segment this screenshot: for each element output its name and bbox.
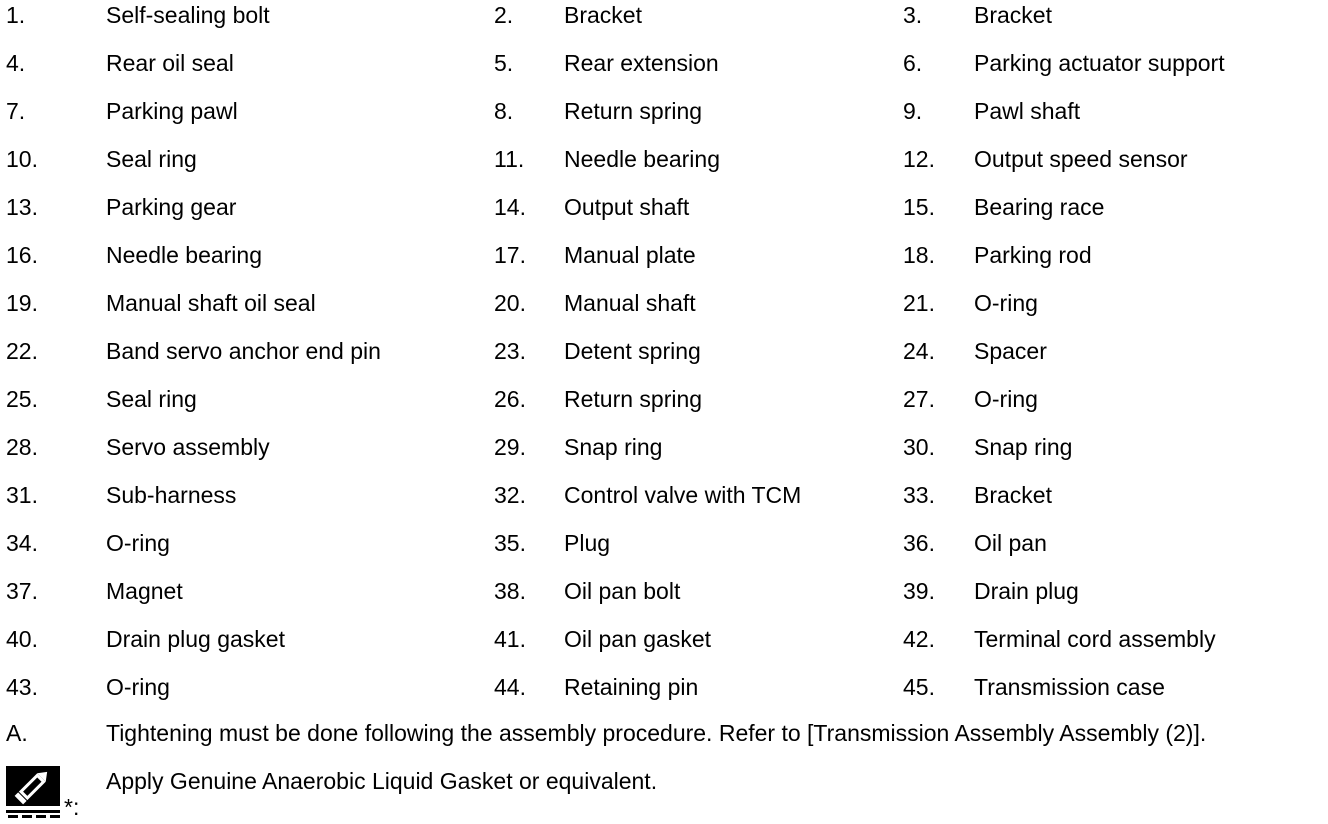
part-number: 18. xyxy=(903,242,935,268)
part-name: Detent spring xyxy=(564,338,701,364)
part-number: 12. xyxy=(903,146,935,172)
part-name: Return spring xyxy=(564,386,703,412)
part-number: 14. xyxy=(494,194,526,220)
part-number: 6. xyxy=(903,50,923,76)
part-number: 29. xyxy=(494,434,526,460)
note-key: A. xyxy=(6,720,28,746)
legend-row xyxy=(0,432,1328,480)
part-name: Pawl shaft xyxy=(974,98,1081,124)
part-name: Parking gear xyxy=(106,194,237,220)
part-number: 24. xyxy=(903,338,935,364)
part-name: Oil pan xyxy=(974,530,1047,556)
part-name: O-ring xyxy=(106,674,170,700)
part-name: Seal ring xyxy=(106,146,197,172)
part-number: 39. xyxy=(903,578,935,604)
part-name: O-ring xyxy=(106,530,170,556)
note-a xyxy=(0,718,1328,748)
part-number: 25. xyxy=(6,386,38,412)
part-name: Control valve with TCM xyxy=(564,482,802,508)
part-name: Bracket xyxy=(564,2,642,28)
legend-row xyxy=(0,624,1328,672)
legend-row xyxy=(0,192,1328,240)
part-number: 30. xyxy=(903,434,935,460)
part-name: Parking pawl xyxy=(106,98,238,124)
part-name: Bracket xyxy=(974,2,1052,28)
part-number: 32. xyxy=(494,482,526,508)
part-number: 1. xyxy=(6,2,26,28)
part-number: 44. xyxy=(494,674,526,700)
legend-row xyxy=(0,576,1328,624)
part-number: 40. xyxy=(6,626,38,652)
part-number: 38. xyxy=(494,578,526,604)
part-number: 9. xyxy=(903,98,923,124)
part-number: 17. xyxy=(494,242,526,268)
part-number: 3. xyxy=(903,2,923,28)
legend-row xyxy=(0,480,1328,528)
part-name: Manual shaft oil seal xyxy=(106,290,316,316)
part-name: Bracket xyxy=(974,482,1052,508)
part-name: Self-sealing bolt xyxy=(106,2,270,28)
part-name: Drain plug xyxy=(974,578,1079,604)
part-number: 4. xyxy=(6,50,26,76)
part-name: Rear extension xyxy=(564,50,719,76)
legend-row xyxy=(0,144,1328,192)
part-number: 45. xyxy=(903,674,935,700)
part-name: Oil pan gasket xyxy=(564,626,712,652)
part-name: Needle bearing xyxy=(564,146,721,172)
part-number: 16. xyxy=(6,242,38,268)
part-name: Output speed sensor xyxy=(974,146,1188,172)
part-name: Magnet xyxy=(106,578,183,604)
legend-row xyxy=(0,240,1328,288)
part-name: Retaining pin xyxy=(564,674,699,700)
part-name: Bearing race xyxy=(974,194,1105,220)
part-name: Sub-harness xyxy=(106,482,237,508)
part-number: 20. xyxy=(494,290,526,316)
part-name: Needle bearing xyxy=(106,242,263,268)
part-number: 23. xyxy=(494,338,526,364)
part-number: 15. xyxy=(903,194,935,220)
part-number: 26. xyxy=(494,386,526,412)
note-text: Tightening must be done following the assembly procedure. Refer to [Transmission Assembly Assembly (2)]. xyxy=(106,720,1207,746)
part-number: 2. xyxy=(494,2,514,28)
part-name: Parking actuator support xyxy=(974,50,1225,76)
part-name: Snap ring xyxy=(564,434,663,460)
part-number: 10. xyxy=(6,146,38,172)
part-number: 37. xyxy=(6,578,38,604)
part-name: Spacer xyxy=(974,338,1047,364)
part-name: Band servo anchor end pin xyxy=(106,338,381,364)
part-name: O-ring xyxy=(974,386,1038,412)
part-name: Servo assembly xyxy=(106,434,270,460)
part-name: Return spring xyxy=(564,98,703,124)
part-number: 11. xyxy=(494,146,525,172)
part-name: Drain plug gasket xyxy=(106,626,285,652)
part-name: Snap ring xyxy=(974,434,1073,460)
part-number: 31. xyxy=(6,482,38,508)
part-number: 13. xyxy=(6,194,38,220)
part-number: 27. xyxy=(903,386,935,412)
part-number: 7. xyxy=(6,98,26,124)
legend-row xyxy=(0,672,1328,720)
part-number: 41. xyxy=(494,626,526,652)
part-number: 33. xyxy=(903,482,935,508)
part-name: O-ring xyxy=(974,290,1038,316)
part-name: Oil pan bolt xyxy=(564,578,681,604)
part-name: Manual plate xyxy=(564,242,696,268)
part-number: 43. xyxy=(6,674,38,700)
part-number: 34. xyxy=(6,530,38,556)
gasket-symbol-row xyxy=(0,762,1328,822)
symbol-text: Apply Genuine Anaerobic Liquid Gasket or equivalent. xyxy=(106,768,658,794)
part-name: Rear oil seal xyxy=(106,50,234,76)
part-name: Plug xyxy=(564,530,611,556)
part-number: 22. xyxy=(6,338,38,364)
part-number: 36. xyxy=(903,530,935,556)
part-name: Output shaft xyxy=(564,194,690,220)
gasket-pen-icon xyxy=(6,766,60,818)
legend-row xyxy=(0,0,1328,48)
part-name: Seal ring xyxy=(106,386,197,412)
part-name: Parking rod xyxy=(974,242,1092,268)
part-number: 35. xyxy=(494,530,526,556)
part-number: 19. xyxy=(6,290,38,316)
legend-row xyxy=(0,96,1328,144)
part-name: Terminal cord assembly xyxy=(974,626,1216,652)
part-number: 42. xyxy=(903,626,935,652)
part-number: 8. xyxy=(494,98,514,124)
part-number: 28. xyxy=(6,434,38,460)
legend-row xyxy=(0,48,1328,96)
legend-row xyxy=(0,384,1328,432)
part-number: 21. xyxy=(903,290,935,316)
part-number: 5. xyxy=(494,50,514,76)
legend-row xyxy=(0,336,1328,384)
legend-row xyxy=(0,528,1328,576)
legend-row xyxy=(0,288,1328,336)
symbol-suffix: *: xyxy=(64,794,80,820)
part-name: Manual shaft xyxy=(564,290,696,316)
part-name: Transmission case xyxy=(974,674,1165,700)
